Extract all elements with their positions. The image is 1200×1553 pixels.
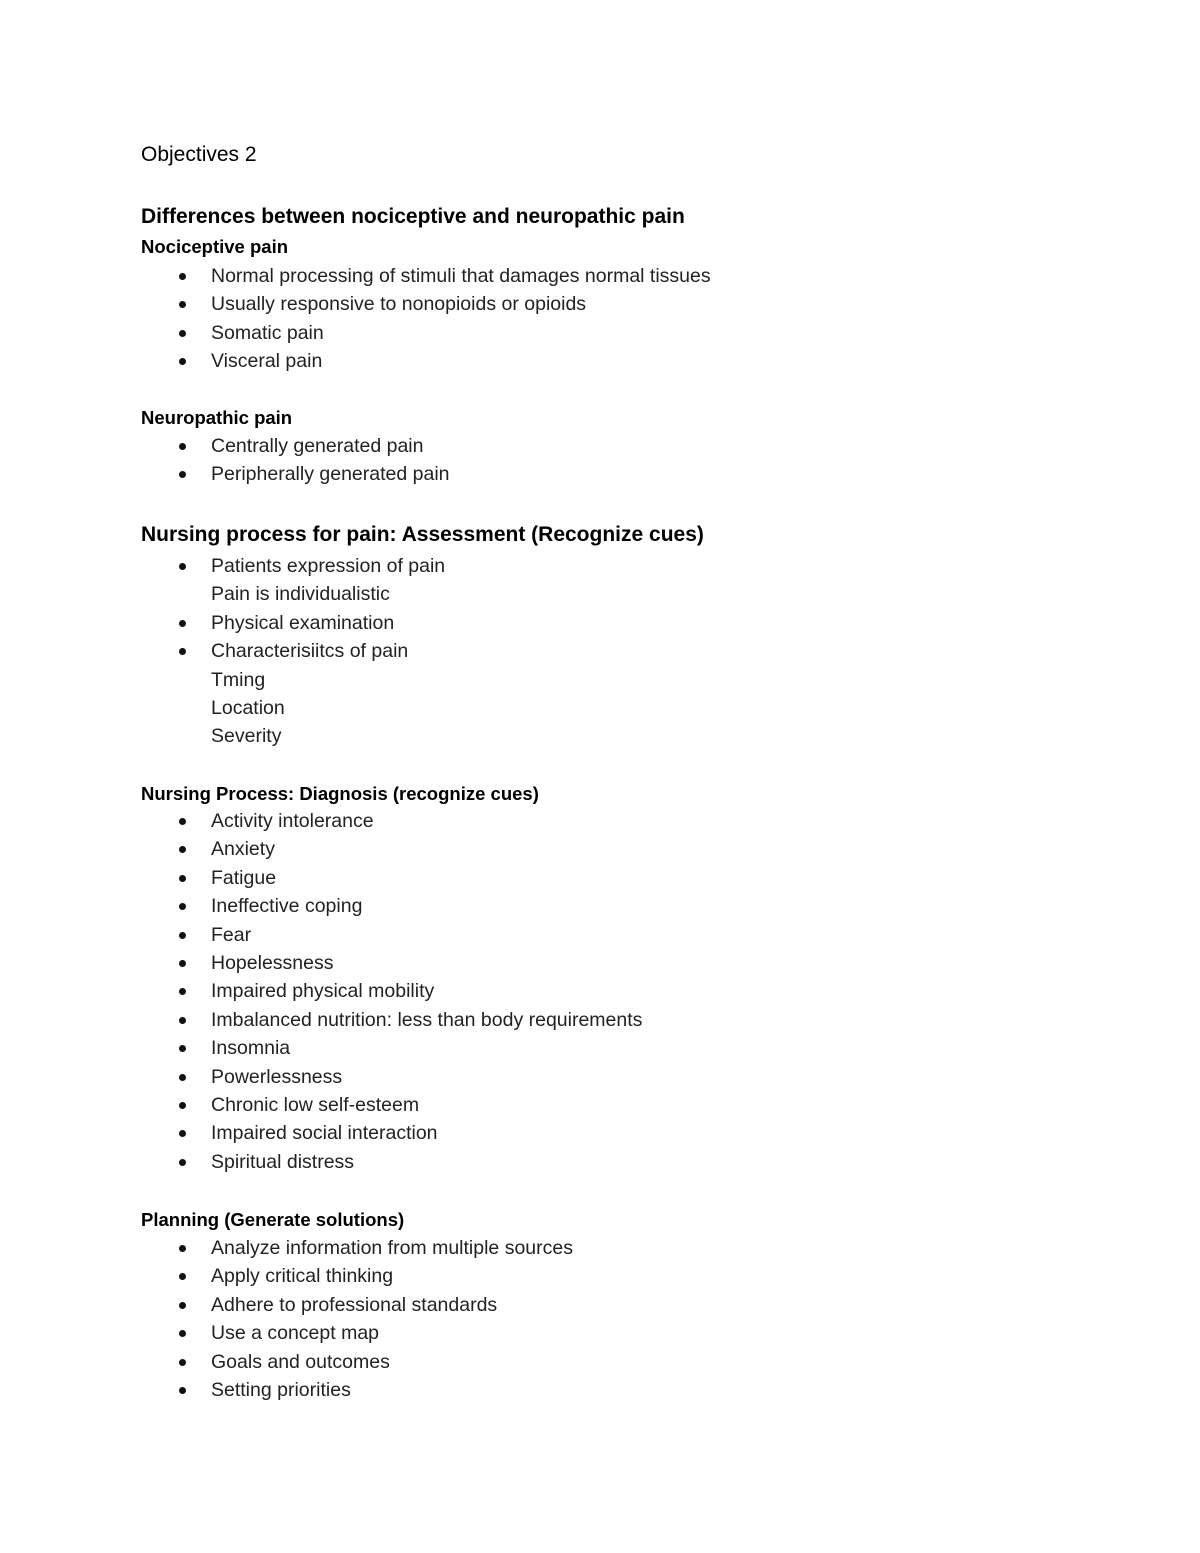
list-item [141,1063,642,1091]
list-item [141,1148,642,1176]
list-item-text: Fatigue [211,866,277,889]
bullet-icon [179,273,186,280]
bullet-icon [179,443,186,450]
list-item [141,977,642,1005]
section-heading-assessment: Nursing process for pain: Assessment (Recognize cues) [141,523,704,546]
subheading-planning: Planning (Generate solutions) [141,1209,405,1230]
bullet-icon [179,960,186,967]
list-item-text: Pain is individualistic [211,583,390,606]
bullet-icon [179,1359,186,1366]
list-item-text: Location [211,696,285,719]
subheading-diagnosis: Nursing Process: Diagnosis (recognize cues) [141,783,539,804]
list-item [141,892,642,920]
list-item-text: Powerlessness [211,1065,343,1088]
list-item [141,1034,642,1062]
bullet-icon [179,1102,186,1109]
bullet-icon [179,301,186,308]
list-item-text: Fear [211,923,252,946]
list-item-text: Physical examination [211,611,395,634]
list-item [141,1348,573,1376]
list-item [141,552,445,580]
bullet-icon [179,648,186,655]
list-item-text: Normal processing of stimuli that damages normal tissues [211,265,711,287]
bullet-icon [179,1387,186,1394]
list-item-text: Insomnia [211,1037,291,1060]
list-item-text: Goals and outcomes [211,1350,390,1373]
bullet-icon [179,1159,186,1166]
subheading-neuropathic: Neuropathic pain [141,407,293,428]
bullet-icon [179,1130,186,1137]
bullet-icon [179,330,186,337]
list-item-text: Apply critical thinking [211,1265,394,1288]
list-item [141,1262,573,1290]
list-item [141,1091,642,1119]
bullet-icon [179,620,186,627]
list-item [141,347,711,375]
bullet-icon [179,903,186,910]
list-item [141,666,445,694]
list-item [141,637,445,665]
list-item [141,807,642,835]
list-item-text: Adhere to professional standards [211,1293,498,1316]
list-item [141,1006,642,1034]
list-item-text: Impaired physical mobility [211,980,435,1003]
list-item [141,921,642,949]
list-item-text: Visceral pain [211,350,323,373]
list-item-text: Use a concept map [211,1322,380,1345]
list-item-text: Setting priorities [211,1378,351,1401]
list-item [141,290,711,318]
bullet-icon [179,932,186,939]
bullet-icon [179,471,186,478]
list-item-text: Severity [211,725,282,748]
bullet-icon [179,1017,186,1024]
list-item [141,319,711,347]
list-item [141,1376,573,1404]
list-item [141,1291,573,1319]
list-item-text: Peripherally generated pain [211,463,450,486]
bullet-icon [179,988,186,995]
section-heading-differences: Differences between nociceptive and neuropathic pain [141,205,685,228]
bullet-icon [179,1302,186,1309]
list-item-text: Hopelessness [211,951,334,974]
bullet-icon [179,358,186,365]
list-item [141,949,642,977]
bullet-icon [179,1245,186,1252]
document-title: Objectives 2 [141,143,257,166]
list-item [141,432,450,460]
list-item [141,1234,573,1262]
bullet-icon [179,846,186,853]
list-item-text: Spiritual distress [211,1150,355,1173]
list-item-text: Impaired social interaction [211,1122,438,1145]
bullet-icon [179,1330,186,1337]
list-item-text: Usually responsive to nonopioids or opioids [211,293,587,316]
list-item-text: Ineffective coping [211,895,363,918]
list-item-text: Patients expression of pain [211,555,446,577]
list-item-text: Characterisiitcs of pain [211,640,409,663]
list-item [141,694,445,722]
list-item [141,1319,573,1347]
list-item [141,1119,642,1147]
list-item-text: Chronic low self-esteem [211,1093,420,1116]
bullet-icon [179,563,186,570]
bullet-icon [179,818,186,825]
planning-list [141,1234,573,1404]
list-item-text: Somatic pain [211,321,324,344]
bullet-icon [179,875,186,882]
list-item [141,835,642,863]
list-item [141,722,445,750]
neuropathic-list [141,432,450,489]
assessment-list [141,552,445,751]
list-item-text: Imbalanced nutrition: less than body requirements [211,1008,643,1031]
subheading-nociceptive: Nociceptive pain [141,236,289,257]
list-item [141,609,445,637]
bullet-icon [179,1273,186,1280]
list-item [141,580,445,608]
diagnosis-list [141,807,642,1176]
bullet-icon [179,1045,186,1052]
list-item-text: Centrally generated pain [211,435,424,457]
bullet-icon [179,1074,186,1081]
list-item-text: Tming [211,668,266,691]
list-item [141,864,642,892]
list-item-text: Analyze information from multiple sources [211,1237,573,1259]
nociceptive-list [141,262,711,376]
list-item-text: Activity intolerance [211,810,374,832]
list-item [141,460,450,488]
list-item [141,262,711,290]
list-item-text: Anxiety [211,838,275,861]
